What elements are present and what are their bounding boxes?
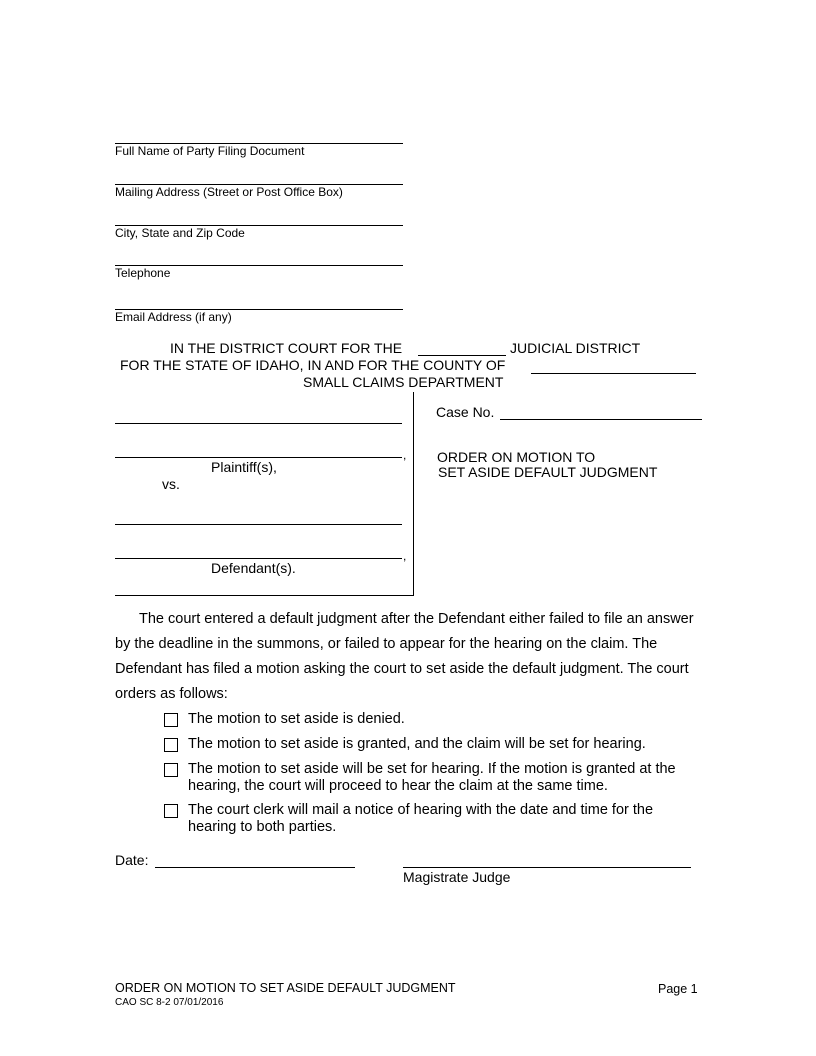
option-granted-checkbox[interactable] xyxy=(164,738,178,752)
option-granted-text: The motion to set aside is granted, and the claim will be set for hearing. xyxy=(188,736,646,752)
telephone-label: Telephone xyxy=(115,266,171,280)
mailing-address-label: Mailing Address (Street or Post Office Box) xyxy=(115,185,343,199)
judge-signature-line[interactable] xyxy=(403,867,691,868)
defendant-comma: , xyxy=(403,549,407,563)
plaintiff-comma: , xyxy=(403,448,407,462)
case-no-label: Case No. xyxy=(436,404,495,420)
city-state-zip-label: City, State and Zip Code xyxy=(115,226,245,240)
document-title-line2: SET ASIDE DEFAULT JUDGMENT xyxy=(438,464,658,480)
plaintiff-label: Plaintiff(s), xyxy=(211,459,277,475)
court-line1-a: IN THE DISTRICT COURT FOR THE xyxy=(170,340,403,356)
county-blank[interactable] xyxy=(531,373,696,374)
option-set-hearing-checkbox[interactable] xyxy=(164,763,178,777)
option-clerk-notice-text-2: hearing to both parties. xyxy=(188,819,337,835)
paragraph-line-4: orders as follows: xyxy=(115,686,228,702)
court-line1-b: JUDICIAL DISTRICT xyxy=(510,340,641,356)
date-label: Date: xyxy=(115,852,149,868)
caption-divider xyxy=(413,392,414,596)
caption-bottom-rule xyxy=(115,595,414,596)
defendant-label: Defendant(s). xyxy=(211,560,296,576)
plaintiff-line-1[interactable] xyxy=(115,423,402,424)
plaintiff-line-2[interactable] xyxy=(115,457,402,458)
judicial-district-blank[interactable] xyxy=(418,355,506,356)
option-clerk-notice-text-1: The court clerk will mail a notice of hearing with the date and time for the xyxy=(188,802,654,818)
option-denied-checkbox[interactable] xyxy=(164,713,178,727)
magistrate-judge-label: Magistrate Judge xyxy=(403,869,511,885)
paragraph-line-3: Defendant has filed a motion asking the court to set aside the default judgment. The court xyxy=(115,661,689,677)
paragraph-line-2: by the deadline in the summons, or failed to appear for the hearing on the claim. The xyxy=(115,636,658,652)
footer-form-id: CAO SC 8-2 07/01/2016 xyxy=(115,997,224,1008)
defendant-line-2[interactable] xyxy=(115,558,402,559)
paragraph-line-1: The court entered a default judgment after the Defendant either failed to file an answer xyxy=(139,611,694,627)
option-denied-text: The motion to set aside is denied. xyxy=(188,711,405,727)
date-blank[interactable] xyxy=(155,867,355,868)
defendant-line-1[interactable] xyxy=(115,524,402,525)
option-set-hearing-text-2: hearing, the court will proceed to hear the claim at the same time. xyxy=(188,778,608,794)
email-label: Email Address (if any) xyxy=(115,310,232,324)
footer-page-number: Page 1 xyxy=(658,982,698,996)
full-name-label: Full Name of Party Filing Document xyxy=(115,144,305,158)
court-line3: SMALL CLAIMS DEPARTMENT xyxy=(303,374,504,390)
case-no-blank[interactable] xyxy=(500,419,702,420)
court-line2: FOR THE STATE OF IDAHO, IN AND FOR THE COUNTY OF xyxy=(120,357,506,373)
footer-title: ORDER ON MOTION TO SET ASIDE DEFAULT JUDGMENT xyxy=(115,981,456,995)
vs-label: vs. xyxy=(162,476,180,492)
option-set-hearing-text-1: The motion to set aside will be set for hearing. If the motion is granted at the xyxy=(188,761,676,777)
option-clerk-notice-checkbox[interactable] xyxy=(164,804,178,818)
document-title-line1: ORDER ON MOTION TO xyxy=(437,449,596,465)
